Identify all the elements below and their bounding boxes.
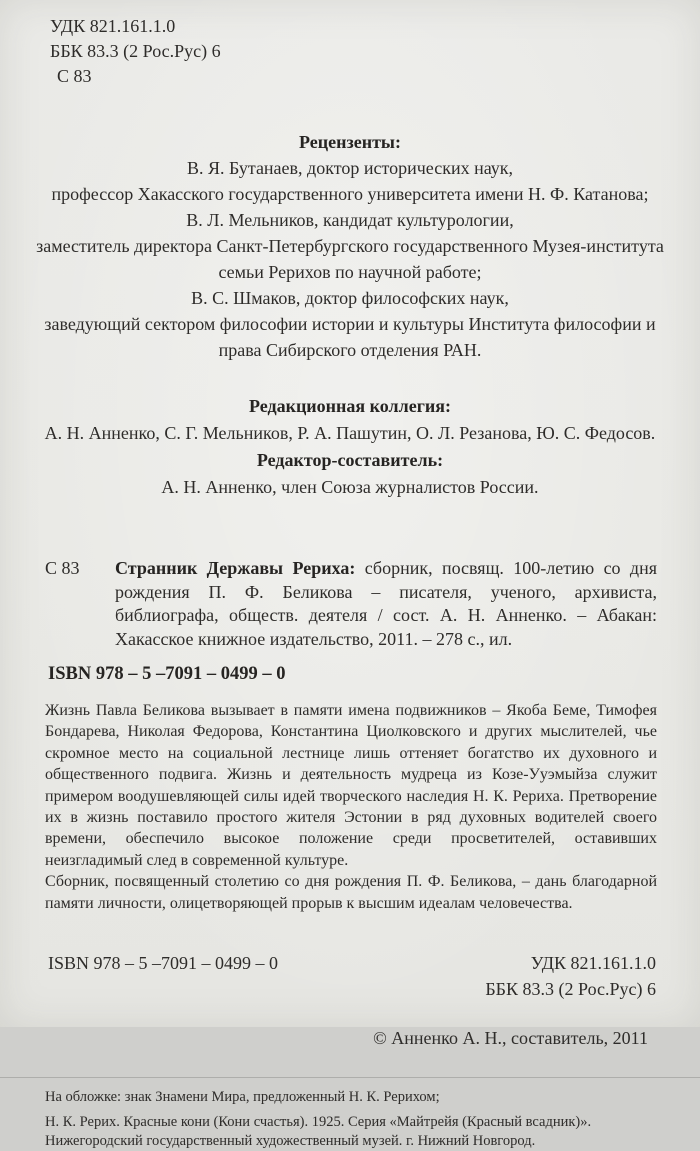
editorial-board-members: А. Н. Анненко, С. Г. Мельников, Р. А. Пашутин, О. Л. Резанова, Ю. С. Федосов. xyxy=(44,423,656,443)
reviewer-line: семьи Рерихов по научной работе; xyxy=(218,262,482,282)
bbk-code: ББК 83.3 (2 Рос.Рус) 6 xyxy=(50,41,221,61)
udk-code: УДК 821.161.1.0 xyxy=(50,16,176,36)
annotation-paragraph-2: Сборник, посвященный столетию со дня рождения П. Ф. Беликова, – дань благодарной памяти личности, олицетворяющей прорыв к высшим идеалам человечества. xyxy=(45,873,657,912)
editor-compiler-title: Редактор-составитель: xyxy=(256,450,444,470)
annotation-paragraph-1: Жизнь Павла Беликова вызывает в памяти имена подвижников – Якоба Беме, Тимофея Бондарева, Николая Федорова, Константина Циолковского и других мыслителей, чье скромное место на социальной лестнице лишь оттеняет богатство их духовного и общественного подвига. Жизнь и деятельность мудреца из Козе-Ууэмыйза служит примером воодушевляющей силы идей творческого наследия Н. К. Рериха. Претворение их в жизнь поставило простого жителя Эстонии в ряд духовных водителей своего времени, обеспечило высокое положение среди просветителей, оставивших неизгладимый след в современной культуре. xyxy=(45,702,657,869)
book-title: Странник Державы Рериха: xyxy=(115,558,356,578)
annotation-block xyxy=(45,700,657,914)
catalog-card-code: С 83 xyxy=(45,558,80,578)
cover-credits-block xyxy=(45,1088,688,1151)
reviewers-title: Рецензенты: xyxy=(299,132,401,152)
footer-divider xyxy=(0,1077,700,1078)
reviewer-line: заведующий сектором философии истории и культуры Института философии и xyxy=(44,314,656,334)
cover-credit-line: На обложке: знак Знамени Мира, предложенный Н. К. Рерихом; xyxy=(45,1089,440,1106)
reviewer-line: В. Я. Бутанаев, доктор исторических наук, xyxy=(186,158,514,178)
top-codes-block xyxy=(50,0,700,89)
udk-code-bottom: УДК 821.161.1.0 xyxy=(530,953,656,974)
bottom-codes-block xyxy=(485,950,656,1002)
isbn-line-main: ISBN 978 – 5 –7091 – 0499 – 0 xyxy=(48,664,286,684)
isbn-line-bottom: ISBN 978 – 5 –7091 – 0499 – 0 xyxy=(48,953,279,974)
editorial-board-title: Редакционная коллегия: xyxy=(248,396,452,416)
author-sign-code: С 83 xyxy=(57,66,92,86)
reviewer-line: В. С. Шмаков, доктор философских наук, xyxy=(191,288,509,308)
bottom-codes-row xyxy=(48,950,656,1002)
cover-painting-credit-line: Н. К. Рерих. Красные кони (Кони счастья). 1925. Серия «Майтрейя (Красный всадник)». Нижегородский государственный художественный музей. г. Нижний Новгород. xyxy=(45,1114,592,1150)
catalog-card xyxy=(45,557,657,651)
reviewer-line: заместитель директора Санкт-Петербургского государственного Музея-института xyxy=(36,236,664,256)
editorial-board-block xyxy=(0,393,700,501)
reviewer-line: В. Л. Мельников, кандидат культурологии, xyxy=(186,210,514,230)
reviewer-line: права Сибирского отделения РАН. xyxy=(218,340,482,360)
reviewer-line: профессор Хакасского государственного университета имени Н. Ф. Катанова; xyxy=(51,184,649,204)
catalog-card-description: сборник, посвящ. 100-летию со дня рождения П. Ф. Беликова – писателя, ученого, архивиста, библиографа, обществ. деятеля / сост. А. Н. Анненко. – Абакан: Хакасское книжное издательство, 2011. – 278 с., ил. xyxy=(115,558,657,649)
editor-compiler-name: А. Н. Анненко, член Союза журналистов России. xyxy=(161,477,539,497)
bbk-code-bottom: ББК 83.3 (2 Рос.Рус) 6 xyxy=(485,979,656,1000)
copyright-line: © Анненко А. Н., составитель, 2011 xyxy=(373,1028,648,1049)
reviewers-block xyxy=(0,129,700,363)
